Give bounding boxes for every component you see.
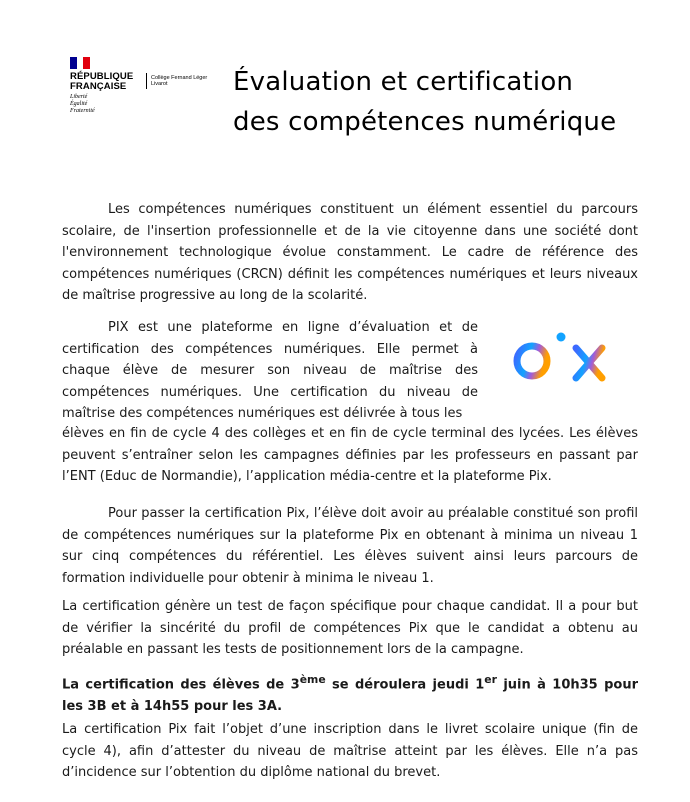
pix-logo-icon bbox=[510, 328, 610, 400]
pix-logo bbox=[510, 328, 610, 400]
college-name: Collège Fernand Léger Livarot bbox=[151, 75, 208, 87]
republique-francaise-logo bbox=[70, 57, 220, 123]
intro-paragraph: Les compétences numériques constituent un élément essentiel du parcours scolaire, de l'insertion professionnelle et de la vie citoyenne dans une société dont l'environnement technologique évolue constamment. Le cadre de référence des compétences numériques (CRCN) définit les compétences numériques et leurs niveaux de maîtrise progressive au long de la scolarité. bbox=[62, 202, 638, 303]
pix-description-continued: élèves en fin de cycle 4 des collèges et en fin de cycle terminal des lycées. Les élèves peuvent s’entraîner selon les campagnes définies par les professeurs en passant par l’ENT (Educ de Normandie), l’application média-centre et la plateforme Pix. bbox=[62, 426, 638, 484]
pix-description-paragraph: PIX est une plateforme en ligne d’évaluation et de certification des compétences numériques. Elle permet à chaque élève de mesurer son niveau de maîtrise des compétences numériques. Une certification du niveau de maîtrise des compétences numériques est délivrée à tous les bbox=[62, 320, 478, 421]
certification-date-paragraph: La certification des élèves de 3ème se déroulera jeudi 1er juin à 10h35 pour les 3B et à 14h55 pour les 3A. bbox=[62, 673, 639, 714]
title-line-2: des compétences numérique bbox=[233, 107, 617, 137]
livret-scolaire-paragraph: La certification Pix fait l’objet d’une inscription dans le livret scolaire unique (fin de cycle 4), afin d’attester du niveau de maîtrise atteint par les élèves. Elle n’a pas d’incidence sur l’obtention du diplôme national du brevet. bbox=[62, 722, 638, 780]
certification-requirements-paragraph: Pour passer la certification Pix, l’élève doit avoir au préalable constitué son profil de compétences numériques sur la plateforme Pix en obtenant à minima un niveau 1 sur cinq compétences du référentiel. Les élèves suivent ainsi leurs parcours de formation individuelle pour obtenir à minima le niveau 1. bbox=[62, 506, 638, 586]
french-flag-icon bbox=[70, 57, 90, 69]
page-title bbox=[233, 62, 673, 142]
title-line-1: Évaluation et certification bbox=[233, 67, 574, 97]
logo-separator bbox=[146, 73, 147, 89]
certification-test-paragraph: La certification génère un test de façon spécifique pour chaque candidat. Il a pour but de vérifier la sincérité du profil de compétences Pix que le candidat a obtenu au préalable en passant les tests de positionnement lors de la campagne. bbox=[62, 599, 638, 657]
republic-motto: Liberté Égalité Fraternité bbox=[70, 94, 95, 114]
republique-label: RÉPUBLIQUE FRANÇAISE bbox=[70, 71, 134, 92]
